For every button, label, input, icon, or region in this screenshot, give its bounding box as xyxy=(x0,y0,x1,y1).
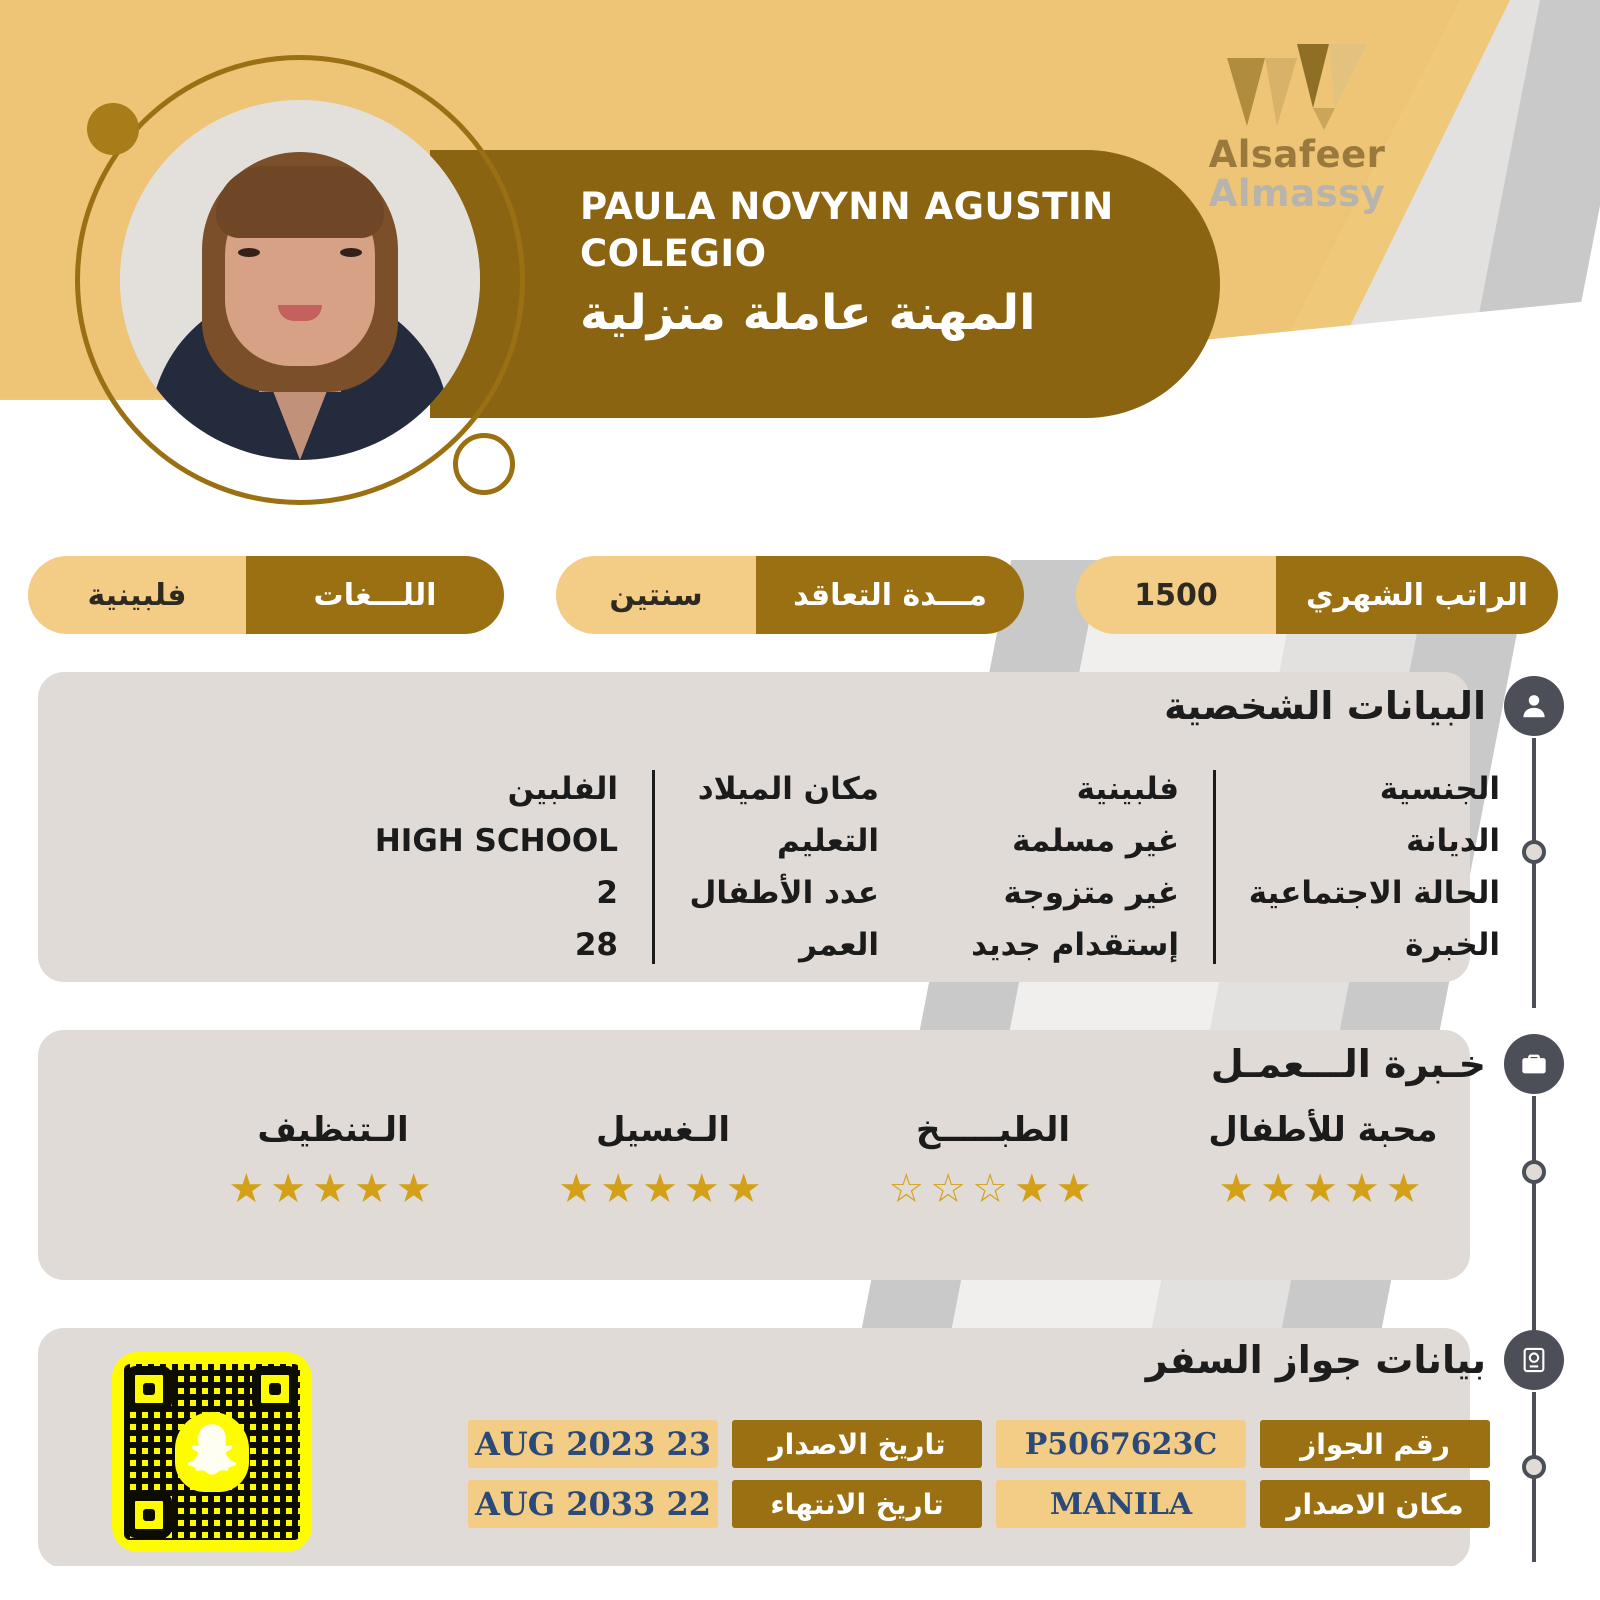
skill-label: الـغسيل xyxy=(595,1110,731,1150)
snapchat-ghost-icon xyxy=(175,1412,249,1492)
pill-languages-value: فلبينية xyxy=(28,556,246,634)
personal-value: 2 xyxy=(596,875,618,911)
personal-value: 28 xyxy=(574,927,618,963)
qr-eye-top-left xyxy=(126,1366,172,1412)
timeline-dot-2 xyxy=(1522,1160,1546,1184)
passport-issue-place-label: مكان الاصدار xyxy=(1260,1480,1490,1528)
timeline-dot-1 xyxy=(1522,840,1546,864)
passport-expiry-date-label: تاريخ الانتهاء xyxy=(732,1480,982,1528)
brand-name-line1: Alsafeer xyxy=(1208,133,1386,176)
brand-name-line2: Almassy xyxy=(1208,171,1386,215)
skill-label: محبة للأطفال xyxy=(1208,1110,1438,1150)
pill-languages-label: اللـــغات xyxy=(246,556,504,634)
brand-logo xyxy=(1162,38,1432,214)
skill-rating: ★★★★★ xyxy=(228,1166,438,1212)
personal-value: إستقدام جديد xyxy=(971,927,1179,963)
skill-item xyxy=(168,1110,498,1212)
qr-eye-top-right xyxy=(252,1366,298,1412)
personal-key: الحالة الاجتماعية xyxy=(1248,875,1500,911)
timeline-dot-3 xyxy=(1522,1455,1546,1479)
table-row xyxy=(468,1420,1490,1468)
avatar xyxy=(120,100,480,460)
pill-duration-value: سنتين xyxy=(556,556,756,634)
pill-contract-duration xyxy=(556,556,1024,634)
timeline-spine-2 xyxy=(1532,1096,1536,1368)
personal-key: الجنسية xyxy=(1379,771,1500,807)
personal-key: التعليم xyxy=(776,823,879,859)
work-experience-header xyxy=(1211,1034,1564,1094)
qr-eye-bottom-left xyxy=(126,1492,172,1538)
skill-item xyxy=(1158,1110,1488,1212)
pill-duration-label: مـــدة التعاقد xyxy=(756,556,1024,634)
personal-key: الديانة xyxy=(1406,823,1500,859)
passport-issue-date-label: تاريخ الاصدار xyxy=(732,1420,982,1468)
passport-title: بيانات جواز السفر xyxy=(1145,1338,1486,1382)
skill-label: الطبـــــخ xyxy=(915,1110,1071,1150)
skill-rating: ★★☆☆☆ xyxy=(888,1166,1098,1212)
skill-item xyxy=(498,1110,828,1212)
timeline-spine-1 xyxy=(1532,738,1536,1008)
personal-data-title: البيانات الشخصية xyxy=(1164,684,1486,728)
applicant-profession-ar: المهنة عاملة منزلية xyxy=(580,285,1036,342)
personal-key: العمر xyxy=(799,927,879,963)
passport-expiry-date-value: 22 AUG 2033 xyxy=(468,1480,718,1528)
name-plaque xyxy=(430,150,1220,418)
personal-value: الفلبين xyxy=(507,771,618,807)
user-icon xyxy=(1504,676,1564,736)
passport-number-value: P5067623C xyxy=(996,1420,1246,1468)
pill-salary-value: 1500 xyxy=(1076,556,1276,634)
divider xyxy=(652,770,655,964)
diamond-icon xyxy=(1162,38,1432,130)
personal-key: مكان الميلاد xyxy=(697,771,879,807)
qr-pattern xyxy=(124,1364,300,1540)
passport-issue-place-value: MANILA xyxy=(996,1480,1246,1528)
divider xyxy=(1213,770,1216,964)
briefcase-icon xyxy=(1504,1034,1564,1094)
personal-value: HIGH SCHOOL xyxy=(374,823,618,859)
passport-number-label: رقم الجواز xyxy=(1260,1420,1490,1468)
personal-data-header xyxy=(1164,676,1564,736)
applicant-name-en: PAULA NOVYNN AGUSTIN COLEGIO xyxy=(580,185,1114,275)
work-experience-title: خـبرة الـــعمـل xyxy=(1210,1042,1486,1086)
pill-monthly-salary xyxy=(1076,556,1558,634)
passport-header xyxy=(1146,1330,1564,1390)
pill-salary-label: الراتب الشهري xyxy=(1276,556,1558,634)
pill-languages xyxy=(28,556,504,634)
skill-item xyxy=(828,1110,1158,1212)
skill-label: الـتنظيف xyxy=(257,1110,409,1150)
personal-value: فلبينية xyxy=(1076,771,1179,807)
summary-pills xyxy=(28,556,1558,634)
personal-value: غير متزوجة xyxy=(1003,875,1179,911)
passport-icon xyxy=(1504,1330,1564,1390)
photo-ring xyxy=(75,55,525,505)
skill-rating: ★★★★★ xyxy=(558,1166,768,1212)
personal-key: عدد الأطفال xyxy=(689,875,879,911)
footer-strip xyxy=(0,1566,1600,1600)
personal-data-grid xyxy=(348,768,1500,966)
passport-issue-date-value: 23 AUG 2023 xyxy=(468,1420,718,1468)
skill-rating: ★★★★★ xyxy=(1218,1166,1428,1212)
personal-value: غير مسلمة xyxy=(1012,823,1179,859)
table-row xyxy=(468,1480,1490,1528)
snapchat-qr-code[interactable] xyxy=(112,1352,312,1552)
personal-key: الخبرة xyxy=(1405,927,1500,963)
passport-table xyxy=(468,1420,1490,1528)
skills-row xyxy=(168,1110,1488,1212)
